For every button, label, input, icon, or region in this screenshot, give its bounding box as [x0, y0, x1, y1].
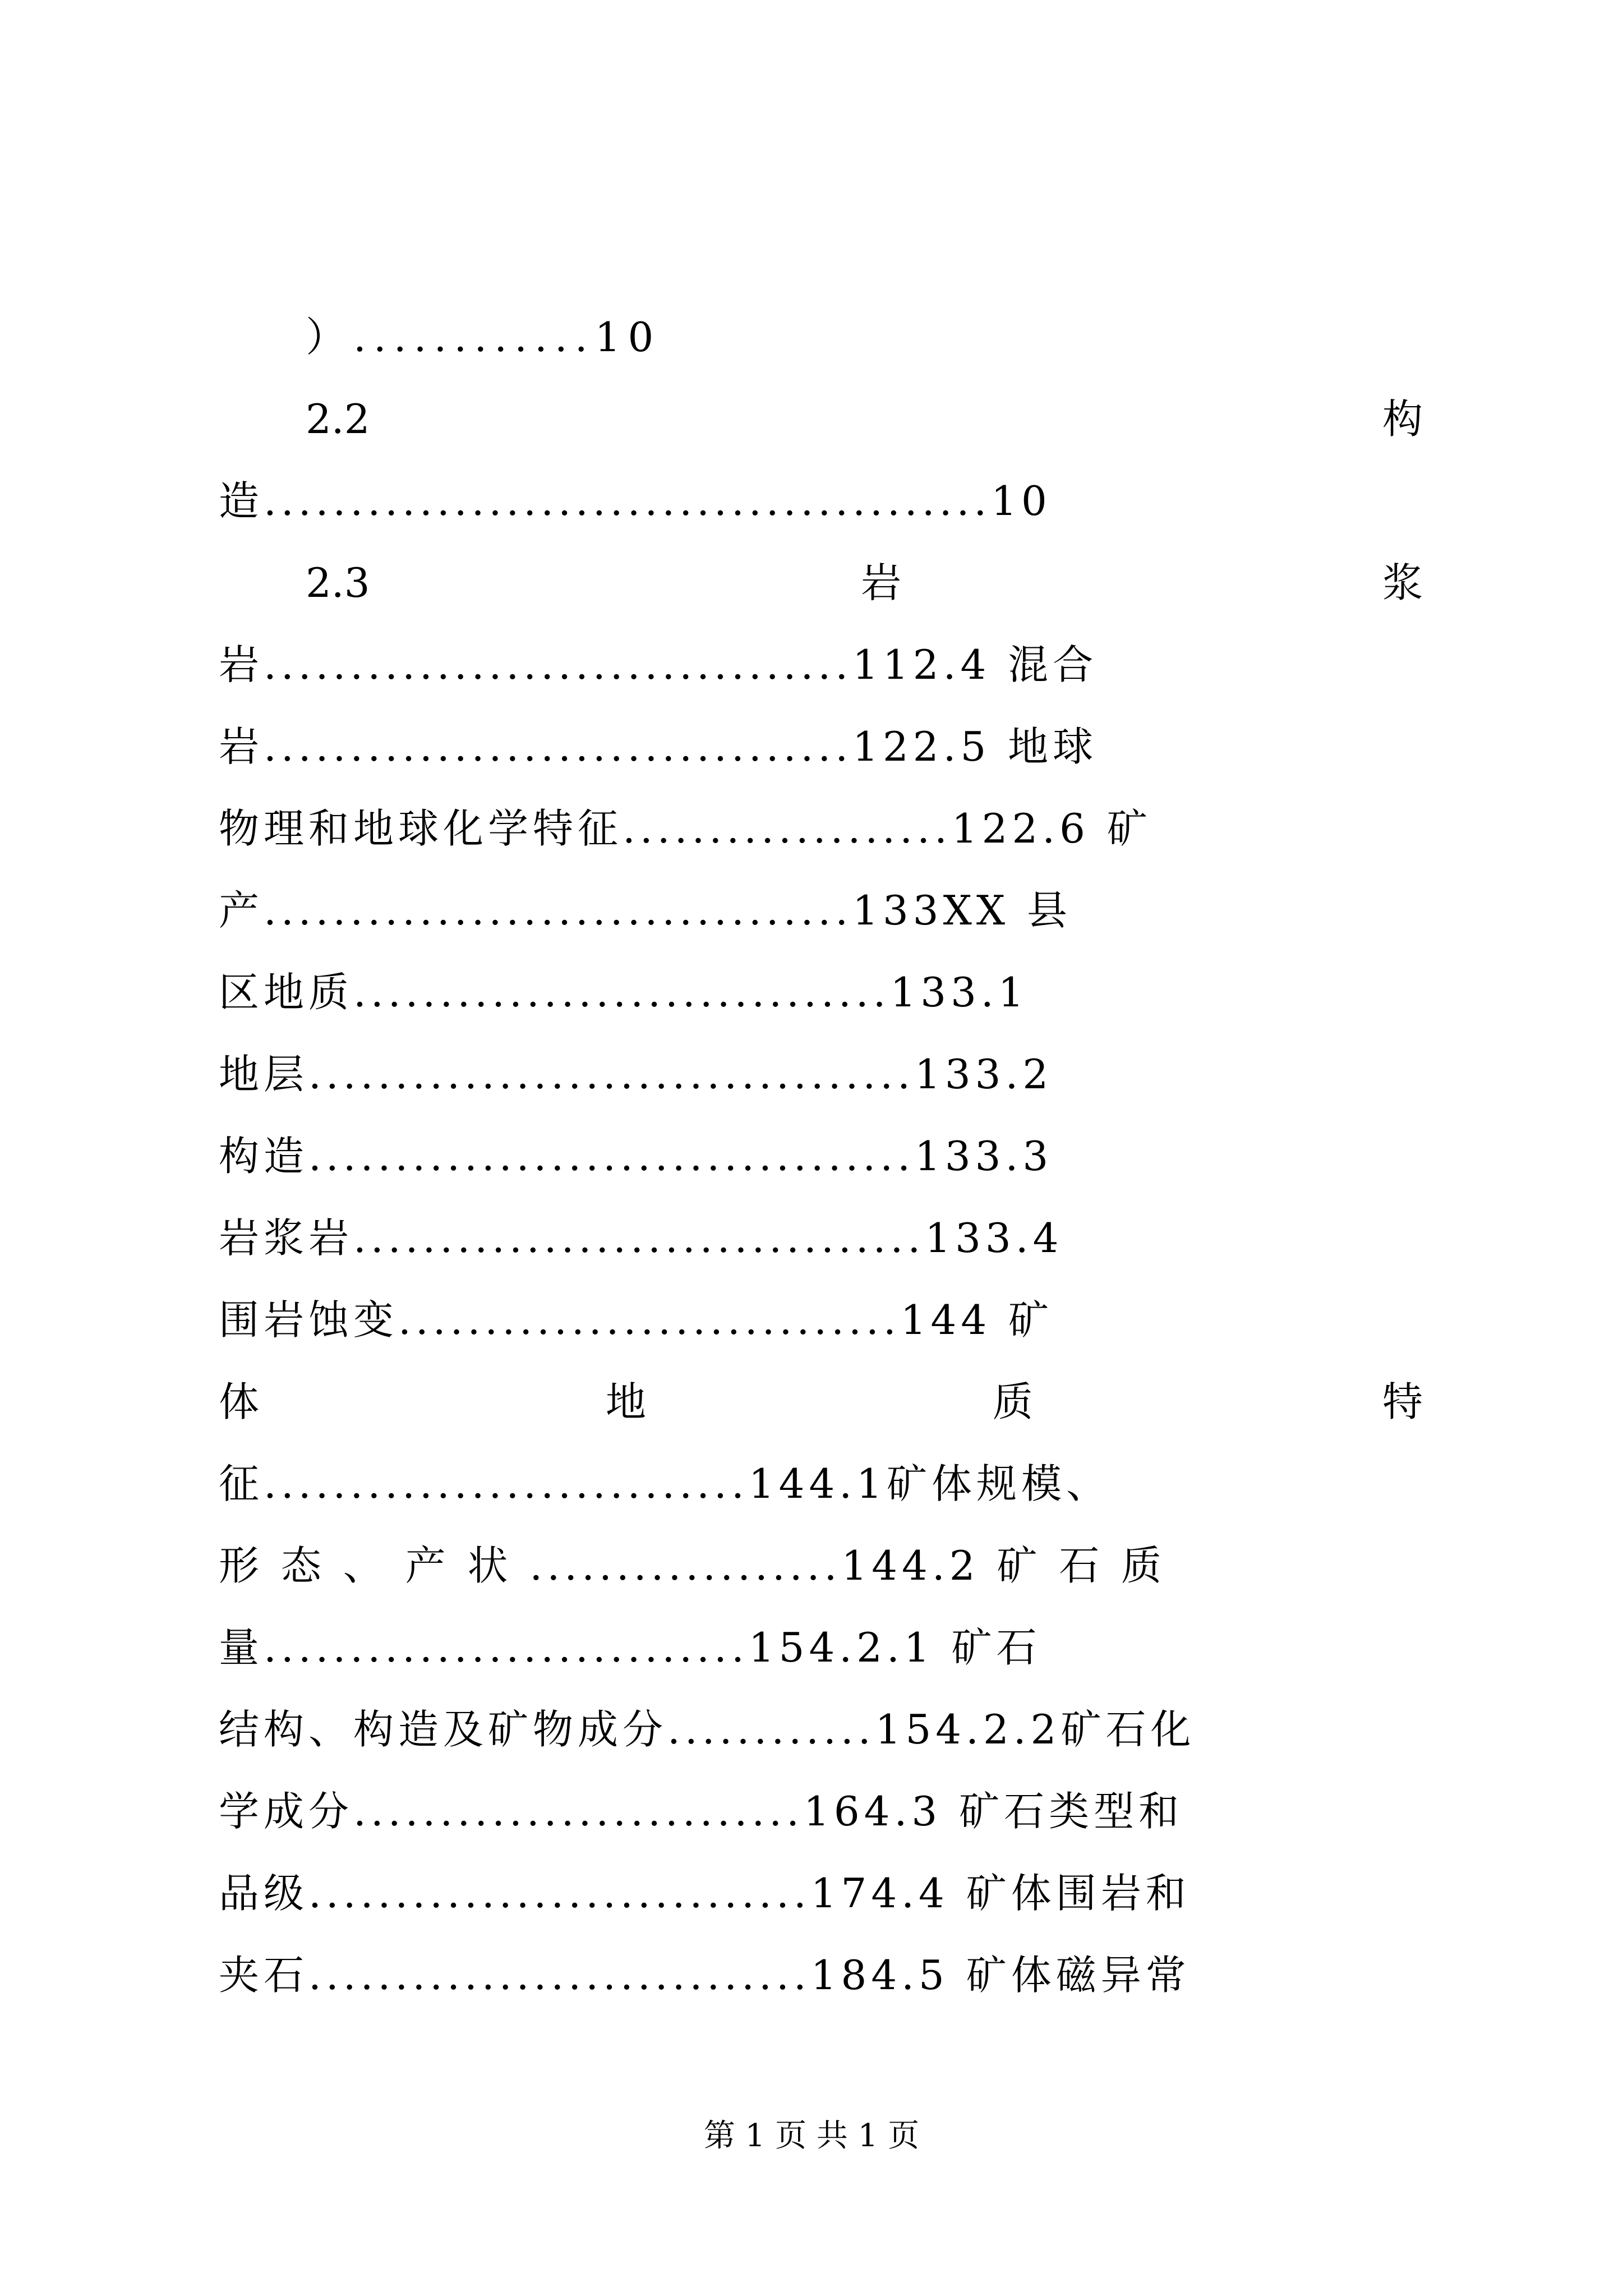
toc-text: 地	[606, 1378, 647, 1425]
toc-line: 围岩蚀变.............................144 矿	[219, 1296, 1054, 1343]
toc-text: 浆	[1382, 559, 1423, 606]
toc-line: 量............................154.2.1 矿石	[219, 1624, 1041, 1671]
toc-line	[0, 383, 1623, 455]
toc-text: 特	[1382, 1378, 1423, 1425]
toc-number: 2.2	[306, 395, 370, 443]
toc-line: 造..........................................10	[219, 477, 1052, 524]
toc-text: 质	[993, 1378, 1034, 1425]
toc-line: 岩浆岩.................................133.4	[219, 1214, 1063, 1262]
toc-line: 构造...................................133.3	[219, 1133, 1053, 1180]
toc-text: 构	[1382, 395, 1423, 443]
toc-line: ）............10	[306, 314, 661, 361]
toc-line: 岩..................................122.5 地球	[219, 723, 1098, 770]
page-footer: 第 1 页 共 1 页	[703, 2118, 920, 2154]
toc-text: 岩	[861, 559, 902, 606]
toc-line: 产..................................133XX 县	[219, 887, 1072, 934]
toc-line: 地层...................................133.2	[219, 1051, 1053, 1098]
toc-line: 学成分..........................164.3 矿石类型和	[219, 1788, 1184, 1835]
toc-line: 结构、构造及矿物成分............154.2.2矿石化	[219, 1706, 1196, 1753]
toc-text: 体	[219, 1378, 260, 1425]
toc-line: 夹石.............................184.5 矿体磁异常	[219, 1952, 1191, 1999]
toc-line: 区地质...............................133.1	[219, 969, 1029, 1016]
toc-line: 形 态 、 产 状 ..................144.2 矿 石 质	[219, 1542, 1166, 1589]
toc-line: 岩..................................112.4 混合	[219, 641, 1098, 688]
toc-number: 2.3	[306, 559, 370, 606]
toc-line	[0, 1365, 1623, 1438]
toc-line	[0, 546, 1623, 619]
toc-line: 物理和地球化学特征...................122.6 矿	[219, 805, 1152, 852]
toc-line: 征............................144.1矿体规模、	[219, 1460, 1111, 1507]
toc-line: 品级.............................174.4 矿体围岩和	[219, 1870, 1191, 1917]
